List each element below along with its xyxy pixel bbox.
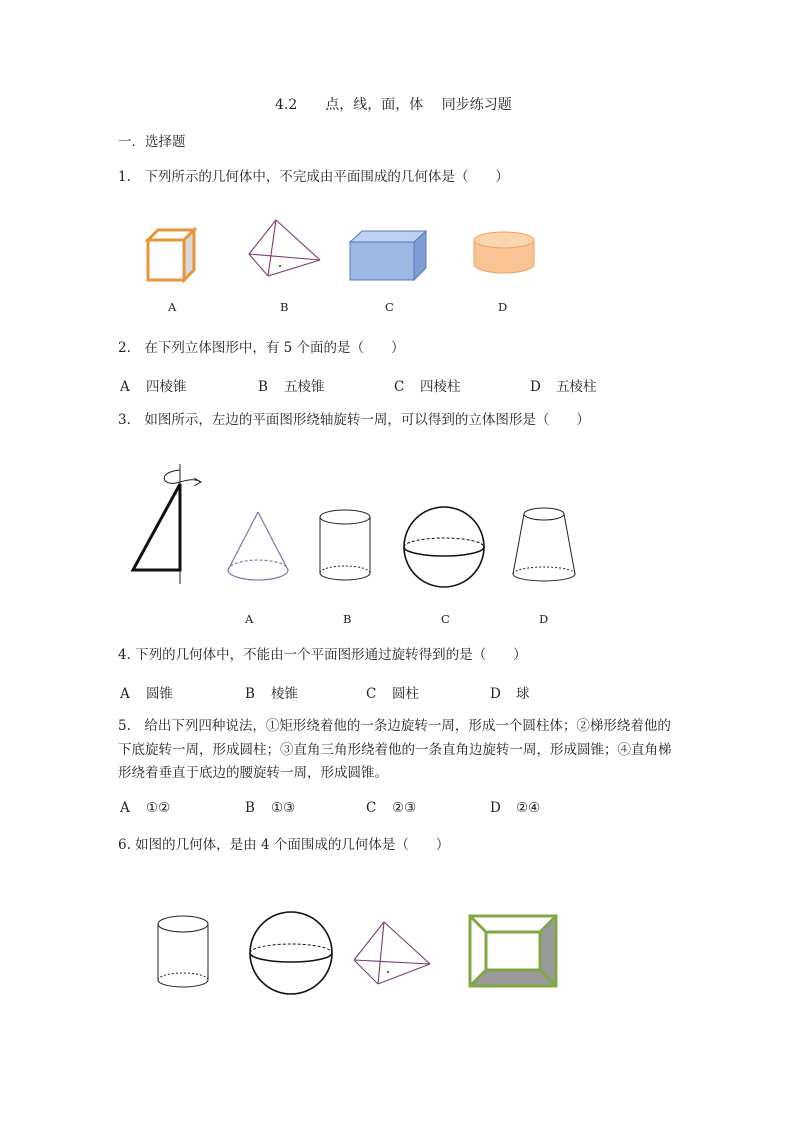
q3-label-d: D [539, 612, 549, 626]
q4-option-b: B 棱锥 [245, 686, 298, 702]
q5-option-d: D ②④ [490, 800, 541, 816]
q6-pyramid-figure [350, 918, 440, 998]
q3-cone-figure [224, 510, 294, 586]
q6-cylinder-figure [154, 914, 214, 992]
q4-option-d: D 球 [490, 686, 530, 702]
question-5-line-2: 下底旋转一周，形成圆柱；③直角三角形绕着他的一条直角边旋转一周，形成圆锥；④直角梯 [118, 742, 672, 758]
question-1-text: 1. 下列所示的几何体中，不完成由平面围成的几何体是（ ） [118, 169, 509, 185]
q3-label-b: B [343, 612, 352, 626]
q3-label-c: C [441, 612, 450, 626]
q3-sphere-figure [400, 504, 490, 590]
question-6-text: 6. 如图的几何体，是由 4 个面围成的几何体是（ ） [118, 837, 450, 853]
q1-box-figure [346, 226, 432, 286]
q1-label-c: C [385, 300, 394, 314]
q6-sphere-figure [246, 908, 338, 998]
section-heading: 一．选择题 [118, 134, 186, 150]
q1-label-d: D [498, 300, 508, 314]
q5-option-a: A ①② [120, 800, 171, 816]
q3-label-a: A [245, 612, 254, 626]
q1-label-b: B [280, 300, 289, 314]
page-title: 4.2 点，线，面，体 同步练习题 [275, 97, 512, 113]
q2-option-a: A 四棱锥 [120, 379, 187, 395]
question-5-line-1: 5. 给出下列四种说法，①矩形绕着他的一条边旋转一周，形成一个圆柱体；②梯形绕着他的 [118, 718, 671, 734]
q1-pyramid-figure [244, 216, 326, 288]
q2-option-b: B 五棱锥 [258, 379, 325, 395]
q5-option-b: B ①③ [245, 800, 296, 816]
q5-option-c: C ②③ [366, 800, 417, 816]
q3-rotating-triangle-figure [126, 462, 210, 588]
q4-option-a: A 圆锥 [120, 686, 173, 702]
q1-label-a: A [168, 300, 177, 314]
q3-cylinder-figure [316, 508, 376, 586]
q2-option-d: D 五棱柱 [530, 379, 597, 395]
q2-option-c: C 四棱柱 [394, 379, 461, 395]
question-5-line-3: 形绕着垂直于底边的腰旋转一周，形成圆锥。 [118, 765, 388, 781]
q1-cube-figure [140, 222, 204, 286]
q3-frustum-figure [508, 504, 580, 588]
question-3-text: 3. 如图所示，左边的平面图形绕轴旋转一周，可以得到的立体图形是（ ） [118, 412, 590, 428]
q1-cylinder-figure [470, 228, 540, 278]
question-2-text: 2. 在下列立体图形中，有 5 个面的是（ ） [118, 340, 405, 356]
q6-frustum-frame-figure [466, 912, 560, 990]
question-4-text: 4. 下列的几何体中，不能由一个平面图形通过旋转得到的是（ ） [118, 647, 527, 663]
q4-option-c: C 圆柱 [366, 686, 419, 702]
